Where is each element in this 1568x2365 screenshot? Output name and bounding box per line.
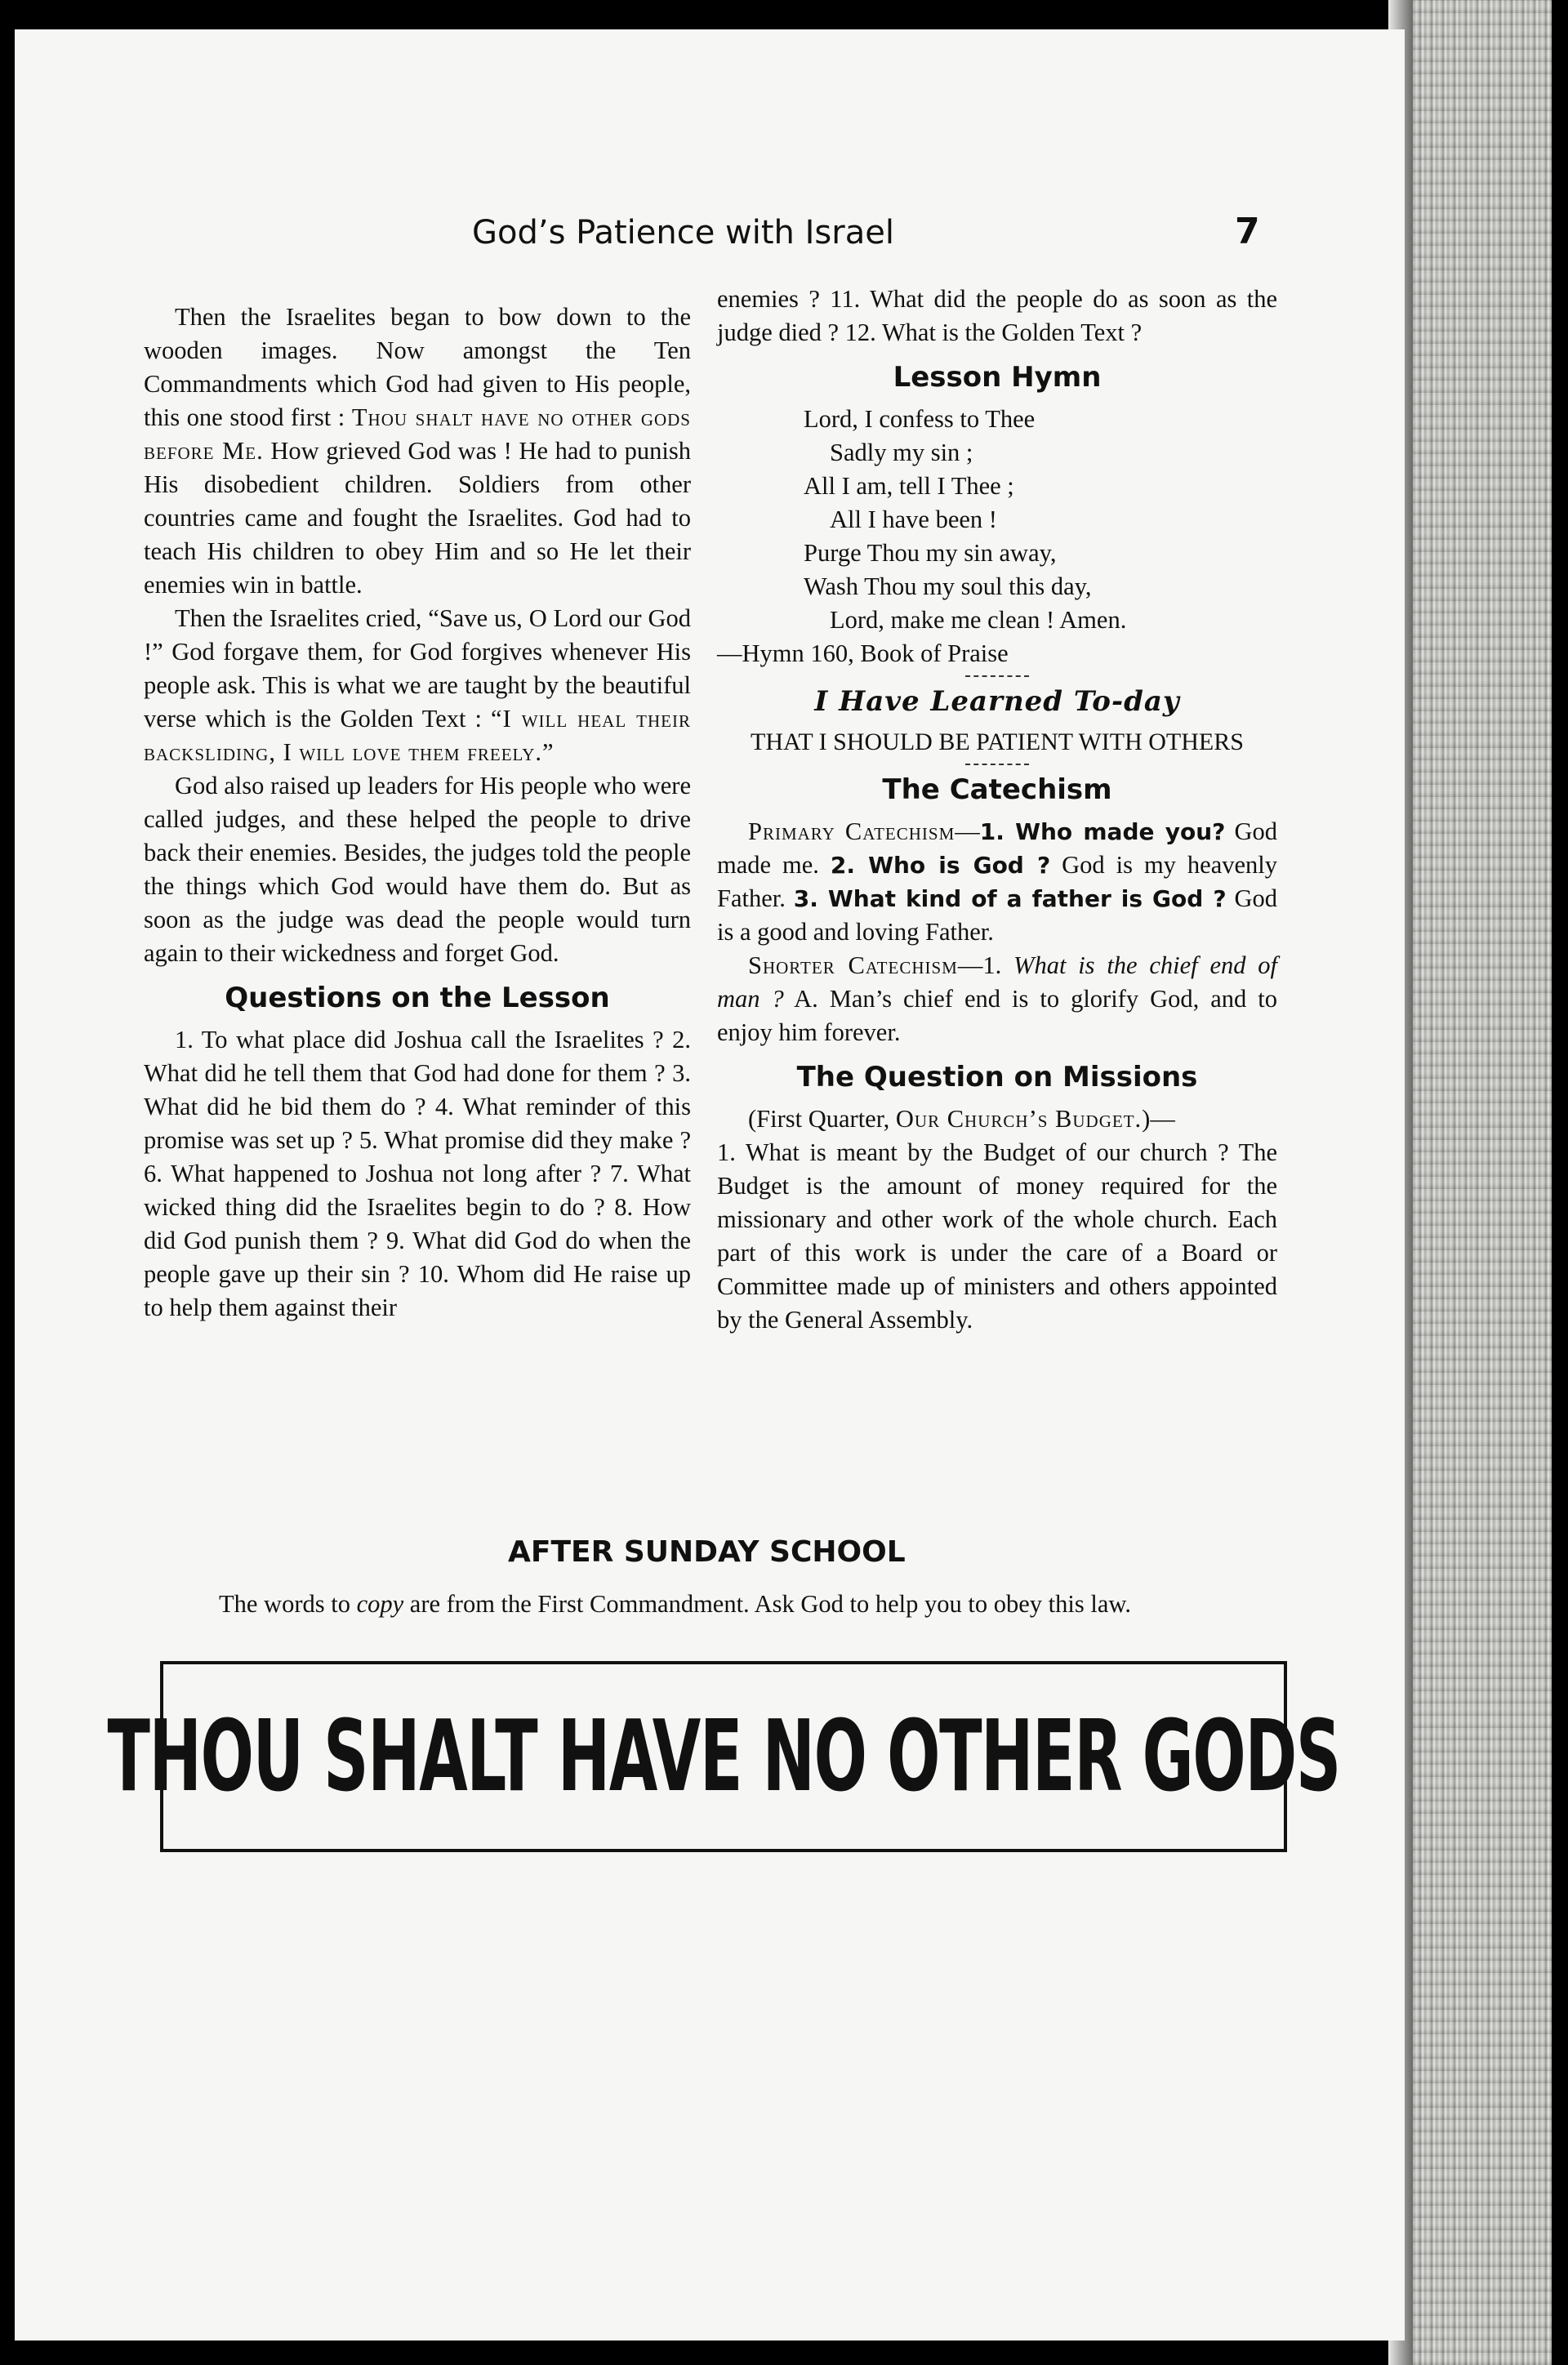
hymn-source: —Hymn 160, Book of Praise [717,639,1009,667]
left-column [144,301,691,1325]
lesson-hymn [717,403,1277,670]
questions-heading: Questions on the Lesson [225,982,610,1014]
paragraph-text: How grieved God was ! He had to punish His disobedient children. Soldiers from other countries came and fought the Israelites. God had to teach His children to obey Him and so He let their enemies win in battle. [144,437,691,599]
hymn-line: All I have been ! [830,506,997,533]
missions-heading: The Question on Missions [796,1061,1198,1093]
hymn-line: Lord, make me clean ! Amen. [830,606,1127,634]
shorter-catechism: Shorter Catechism—1. What is the chief end of man ? A. Man’s chief end is to glorify God, and to enjoy him forever. [717,951,1278,1046]
missions-quarter-text: (First Quarter, [748,1105,896,1133]
hymn-line: Wash Thou my soul this day, [804,572,1092,600]
primary-catechism: Primary Catechism—1. Who made you? God made me. 2. Who is God ? God is my heavenly Father. 3. What kind of a father is God ? God is a good and loving Father. [717,817,1277,946]
learned-text: THAT I SHOULD BE PATIENT WITH OTHERS [751,728,1244,755]
divider [965,675,1029,677]
catechism-answer: God made me. [717,817,1277,879]
catechism-answer: God is my heavenly Father. [717,851,1277,912]
after-school-instruction [160,1588,1287,1620]
missions-quarter [717,1102,1277,1136]
commandment-text: Thou shalt have no other gods before Me. [144,403,691,465]
catechism-question: What is the chief end of man ? [717,951,1278,1013]
learned-heading: I Have Learned To-day [814,685,1180,718]
paragraph-judges: God also raised up leaders for His people who were called judges, and these helped the people to drive back their enemies. Besides, the judges told the people the things which God would have them do. But as soon as the judge was dead the people would turn again to their wickedness and forget God. [144,772,691,967]
missions-text: 1. What is meant by the Budget of our church ? The Budget is the amount of money required for the missionary and other work of the whole church. Each part of this work is under the care of a Board or Committee made up of ministers and others appointed by the General Assembly. [717,1138,1277,1334]
page-number: 7 [1235,211,1260,252]
instruction-text: are from the First Commandment. Ask God to help you to obey this law. [403,1590,1132,1618]
copy-word: copy [356,1590,404,1618]
shorter-label: Shorter Catechism [748,951,958,979]
catechism-answer: A. Man’s chief end is to glorify God, and to enjoy him forever. [717,985,1277,1046]
missions-quarter-text: )— [1142,1105,1175,1133]
catechism-question: 1. Who made you? [979,818,1226,845]
instruction-text: The words to [219,1590,357,1618]
paragraph-images [144,301,691,602]
paragraph-text: Then the Israelites began to bow down to the wooden images. Now amongst the Ten Commandments which God had given to His people, this one stood first : [144,303,691,431]
paragraph-forgiveness [144,602,691,769]
after-school-heading: AFTER SUNDAY SCHOOL [508,1535,906,1569]
hymn-line: Sadly my sin ; [830,439,973,466]
page-edges [1405,0,1552,2365]
motto-text: THOU SHALT HAVE NO OTHER GODS [107,1699,1340,1814]
right-column [717,283,1277,1337]
primary-label: Primary Catechism [748,817,956,845]
questions-text: 1. To what place did Joshua call the Israelites ? 2. What did he tell them that God had done for them ? 3. What did he bid them do ? 4. What reminder of this promise was set up ? 5. What promise did they make ? 6. What happened to Joshua not long after ? 7. What wicked thing did the Israelites begin to do ? 8. How did God punish them ? 9. What did God do when the people gave up their sin ? 10. Whom did He raise up to help them against their [144,1026,691,1321]
catechism-answer: God is a good and loving Father. [717,884,1277,946]
catechism-heading: The Catechism [882,773,1112,806]
hymn-line: All I am, tell I Thee ; [804,472,1014,500]
running-title: God’s Patience with Israel [472,214,894,252]
budget-label: Our Church’s Budget. [895,1105,1143,1133]
hymn-heading: Lesson Hymn [893,361,1102,394]
catechism-question: 2. Who is God ? [830,852,1051,879]
divider [965,764,1029,765]
paragraph-text: Then the Israelites cried, “Save us, O Lord our God !” God forgave them, for God forgives whenever His people ask. This is what we are taught by the beautiful verse which is the Golden Text : [144,604,691,733]
catechism-question: 3. What kind of a father is God ? [793,885,1227,912]
golden-text: “I will heal their backsliding, I will love them freely.” [144,705,691,766]
hymn-line: Lord, I confess to Thee [804,405,1036,433]
questions-continued: enemies ? 11. What did the people do as soon as the judge died ? 12. What is the Golden Text ? [717,285,1277,346]
hymn-line: Purge Thou my sin away, [804,539,1057,567]
shorter-number: 1. [982,951,1014,979]
motto-box [107,1661,1340,1852]
